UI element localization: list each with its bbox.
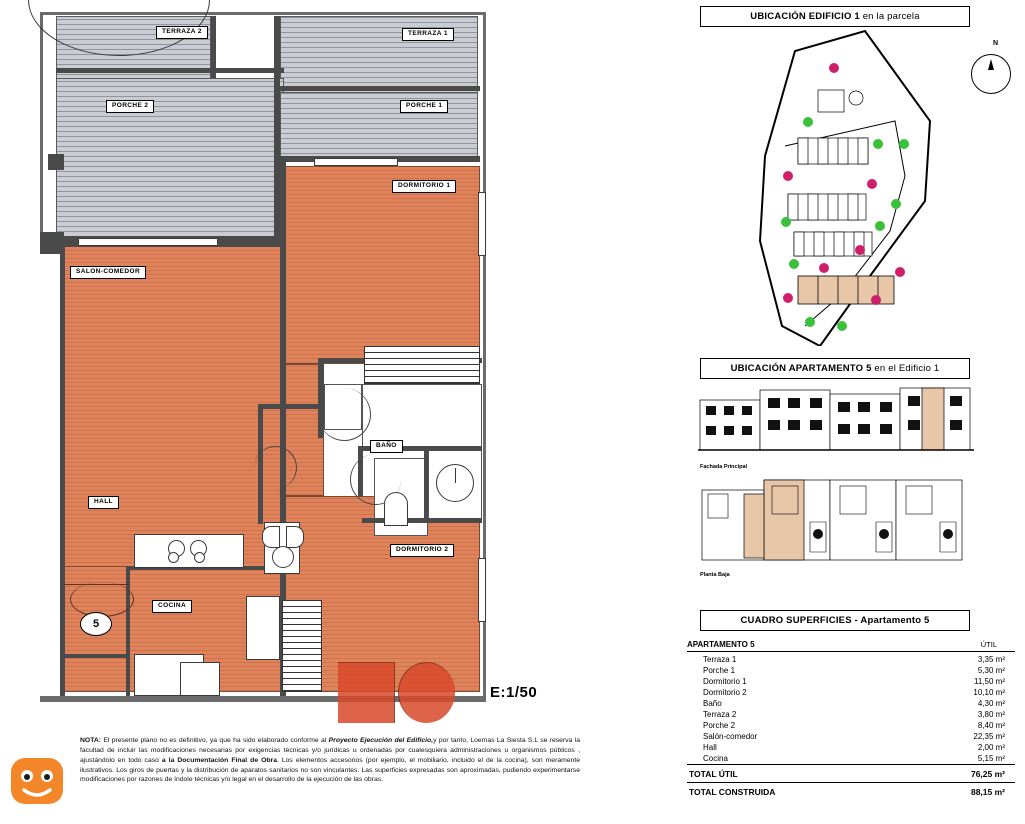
table-row	[687, 731, 1015, 742]
ground-floor-caption: Planta Baja	[700, 572, 730, 578]
toilet	[384, 492, 408, 526]
wall-left-upper	[40, 12, 43, 232]
surfaces-title: APARTAMENTO 5	[687, 640, 755, 649]
label-hall: HALL	[88, 496, 119, 509]
row-value: 8,40 m²	[977, 721, 1005, 730]
note-bold-2: a la Documentación Final de Obra	[161, 756, 277, 764]
label-dormitorio-2: DORMITORIO 2	[390, 544, 454, 557]
bath-sink-line	[455, 468, 456, 483]
note-text-2: y por tanto, Loemas La Siesta S.L se reserva la facultad de incluir las modificaciones necesarias por exigencias técnicas y/o jurídicas u ordenadas por cualesquiera administraciones u organismos públicos , ajustándolo en todo caso	[80, 737, 581, 764]
compass-icon	[971, 54, 1011, 94]
stove-burner-4	[194, 552, 205, 563]
door-arc-1	[318, 388, 371, 441]
label-terraza-1: TERRAZA 1	[402, 28, 454, 41]
site-header-bold: UBICACIÓN EDIFICIO 1	[750, 11, 860, 22]
row-value: 5,30 m²	[977, 666, 1005, 675]
entry-door-right	[398, 662, 455, 723]
surfaces-table	[687, 640, 1015, 800]
table-row	[687, 753, 1015, 764]
wall-cocina-right	[126, 566, 130, 696]
table-row	[687, 676, 1015, 687]
washbasin	[286, 526, 304, 548]
row-value: 10,10 m²	[973, 688, 1005, 697]
stairs	[364, 346, 480, 384]
note-text-3: . Los elementos accesorios (por ejemplo, el mobiliario, incluido el de la cocina), son meramente ilustrativos. Los giros de puertas y la distribución de aparatos sanitarios no son vinculantes. Las superficies expresadas son aproximadas, pudiendo experimentarse modificaciones por razones de índole técnicas y/o legal en el desarrollo de la ejecución de las obras.	[80, 756, 581, 784]
floor-plan	[18, 6, 668, 716]
label-terraza-2: TERRAZA 2	[156, 26, 208, 39]
row-value: 4,30 m²	[977, 699, 1005, 708]
total-construida-row	[687, 782, 1015, 800]
apt-header-light: en el Edificio 1	[871, 363, 940, 374]
total-construida-label: TOTAL CONSTRUIDA	[689, 787, 776, 797]
apartment-location-header	[700, 358, 970, 379]
row-name: Porche 2	[703, 721, 736, 730]
table-row	[687, 654, 1015, 665]
row-name: Terraza 2	[703, 710, 737, 719]
label-dormitorio-1: DORMITORIO 1	[392, 180, 456, 193]
label-cocina: COCINA	[152, 600, 192, 613]
apartment-number-marker: 5	[80, 612, 112, 636]
wall-porche1-top	[280, 86, 480, 91]
surfaces-table-head	[687, 640, 1015, 652]
row-value: 5,15 m²	[977, 754, 1005, 763]
kitchen-counter	[134, 534, 244, 568]
label-bano: BAÑO	[370, 440, 403, 453]
row-name: Salón-comedor	[703, 732, 758, 741]
table-row	[687, 687, 1015, 698]
table-row	[687, 698, 1015, 709]
kitchen-tall-unit	[246, 596, 280, 660]
site-plan	[690, 26, 1010, 346]
site-location-header	[700, 6, 970, 27]
table-row	[687, 665, 1015, 676]
table-row	[687, 742, 1015, 753]
note-prefix: NOTA:	[80, 737, 102, 744]
row-name: Baño	[703, 699, 722, 708]
scale-label: E:1/50	[490, 684, 538, 701]
window-bedroom1	[478, 192, 486, 256]
label-porche-1: PORCHE 1	[400, 100, 448, 113]
room-porche-2	[56, 78, 284, 238]
row-value: 2,00 m²	[977, 743, 1005, 752]
window-salon	[78, 238, 218, 246]
wall-lower-left	[60, 654, 130, 658]
logo-svg	[8, 752, 66, 810]
label-porche-2: PORCHE 2	[106, 100, 154, 113]
row-name: Terraza 1	[703, 655, 737, 664]
entry-door-left	[338, 662, 395, 723]
wall-pillar-left	[48, 154, 64, 170]
building-diagrams	[690, 382, 1010, 597]
kitchen-sink	[180, 662, 220, 696]
site-header-light: en la parcela	[859, 11, 920, 22]
total-util-value: 76,25 m²	[970, 769, 1005, 779]
shower-drain	[272, 546, 294, 568]
facade-caption: Fachada Principal	[700, 464, 748, 470]
stairs-lower	[282, 600, 322, 692]
row-value: 22,35 m²	[973, 732, 1005, 741]
row-value: 11,50 m²	[974, 677, 1005, 686]
surfaces-table-header: CUADRO SUPERFICIES - Apartamento 5	[700, 610, 970, 631]
company-logo	[8, 752, 66, 810]
wall-salon-left	[60, 242, 65, 696]
window-porche1	[314, 158, 398, 166]
bidet	[262, 526, 280, 548]
room-dormitorio-1	[284, 166, 480, 364]
wall-porche2-top	[56, 68, 284, 73]
row-value: 3,80 m²	[977, 710, 1005, 719]
wall-bath-top	[258, 404, 324, 409]
table-row	[687, 709, 1015, 720]
sofa-arc	[70, 582, 134, 617]
note-bold-1: Proyecto Ejecución del Edificio,	[328, 737, 434, 744]
note-text-1: El presente plano no es definitivo, ya que ha sido elaborado conforme al	[101, 737, 329, 744]
label-salon-comedor: SALON-COMEDOR	[70, 266, 146, 279]
door-arc-3	[254, 446, 297, 489]
total-util-label: TOTAL ÚTIL	[689, 769, 738, 779]
stove-burner-3	[168, 552, 179, 563]
wall-bano-bottom	[362, 518, 482, 523]
legal-note	[80, 736, 580, 785]
building-svg	[690, 382, 1010, 597]
site-plan-svg	[690, 26, 1010, 346]
surfaces-unit-header: ÚTIL	[980, 640, 997, 649]
table-row	[687, 720, 1015, 731]
wall-bano-left	[424, 450, 428, 522]
apt-header-bold: UBICACIÓN APARTAMENTO 5	[730, 363, 872, 374]
window-bedroom2	[478, 558, 486, 622]
room-salon-comedor	[64, 246, 282, 576]
total-util-row	[687, 764, 1015, 782]
row-name: Porche 1	[703, 666, 736, 675]
total-construida-value: 88,15 m²	[970, 787, 1005, 797]
compass-north-label: N	[992, 40, 998, 47]
row-name: Cocina	[703, 754, 728, 763]
row-value: 3,35 m²	[977, 655, 1005, 664]
row-name: Dormitorio 2	[703, 688, 747, 697]
row-name: Dormitorio 1	[703, 677, 747, 686]
row-name: Hall	[703, 743, 717, 752]
